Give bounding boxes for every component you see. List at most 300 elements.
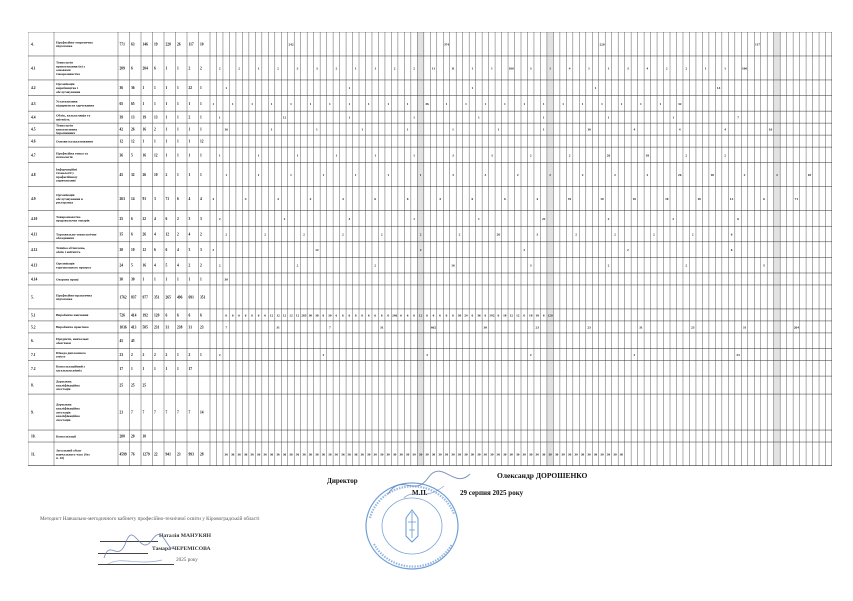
week-value: 18 [503,313,507,318]
week-value: 10 [665,197,669,202]
summary-value: 6 [131,66,133,71]
week-value: 2 [225,232,228,237]
summary-value: 993 [188,452,194,457]
summary-value: 22 [188,86,193,91]
summary-value: 4 [154,216,156,221]
week-value: 2 [283,216,286,221]
week-value: 1 [329,101,331,106]
director-label: Директор [327,477,358,485]
summary-value: 1 [188,277,191,282]
week-value: 6 [445,313,448,318]
table-row [28,135,832,143]
week-value: 18 [529,313,533,318]
week-value: 6 [251,313,253,318]
week-value: 1 [270,127,273,132]
summary-value: 1 [165,127,168,132]
summary-value: 1 [165,66,168,71]
week-value: 2 [724,153,726,158]
week-value: 30 [503,452,507,457]
week-value: 30 [431,452,436,457]
director-signature [384,468,474,508]
summary-value: 941 [165,452,171,457]
summary-value: 10 [154,173,158,178]
week-value: 30 [561,452,565,457]
week-value: 2 [380,232,383,237]
week-value: 6 [542,313,545,318]
row-code: 11. [31,452,36,457]
summary-value: 36 [119,153,124,158]
summary-value: 1 [188,127,191,132]
summary-value: 691 [188,295,194,300]
row-name: технології у [56,171,74,176]
week-value: 1 [659,101,662,106]
summary-value: 238 [177,325,183,330]
week-value: 3 [536,232,539,237]
approval-date: 29 серпня 2025 року [460,489,524,497]
summary-value: 26 [131,127,135,132]
summary-value: 1 [165,86,168,91]
week-value: 12 [729,197,734,202]
summary-value: 1 [200,153,202,158]
summary-value: 1 [200,353,202,358]
week-value: 2 [393,66,396,71]
row-code: 5.1 [31,313,36,318]
week-value: 6 [730,248,733,253]
week-value: 100 [741,66,748,71]
row-name: спрямуванні [56,178,76,183]
summary-value: 1 [200,86,202,91]
row-name: обов'язки [56,340,71,345]
week-value: 26 [678,173,682,178]
row-code: 4.14 [31,277,38,282]
week-value: 36 [321,452,326,457]
summary-value: 12 [119,139,124,144]
summary-value: 1 [165,139,168,144]
row-name: Організація [56,193,75,198]
row-name: борошняних [56,131,76,136]
week-value: 6 [387,313,390,318]
summary-value: 12 [154,153,158,158]
row-name: навчального часу (без [56,452,90,457]
week-value: 10 [587,127,591,132]
table-row [28,349,832,359]
summary-value: 2 [200,263,202,268]
week-value: 6 [406,197,409,202]
week-value: 36 [315,452,319,457]
week-value: 2 [665,66,668,71]
row-name: професійному [56,174,78,179]
week-value: 30 [483,325,488,330]
table-row [28,163,832,183]
row-name: Консультаційний з [56,364,85,369]
summary-value: 1 [188,153,191,158]
summary-value: 192 [142,313,148,318]
summary-value: 28 [200,452,204,457]
week-value: 1 [478,216,480,221]
row-code: 7.1 [31,353,36,358]
summary-value: 231 [154,325,160,330]
week-value: 30 [451,452,455,457]
week-value: 1 [257,173,260,178]
table-row [28,360,832,372]
week-value: 30 [587,452,591,457]
week-value: 36 [295,452,300,457]
week-value: 26 [496,232,501,237]
week-value: 3 [627,66,629,71]
summary-value: 6 [188,313,191,318]
summary-value: 2 [154,127,156,132]
week-value: 1 [484,101,487,106]
row-name: Державна [56,379,72,384]
table-row [28,211,832,223]
summary-value: 117 [188,42,194,47]
table-row [28,123,832,135]
table-row [28,96,832,108]
week-value: 30 [457,313,462,318]
summary-value: 1 [165,115,168,120]
row-name: психологія [56,155,73,160]
week-value: 1 [413,216,415,221]
summary-value: 2 [200,232,202,237]
summary-value: 4 [188,232,191,237]
row-name: Охорона праці [56,277,79,282]
week-value: 1 [724,66,726,71]
week-value: 30 [529,452,533,457]
summary-value: 16 [142,127,147,132]
summary-value: 23 [177,452,181,457]
week-value: 6 [341,313,344,318]
summary-value: 5 [131,153,133,158]
summary-value: 1 [200,173,202,178]
summary-value: 2 [188,353,191,358]
week-value: 12 [516,313,520,318]
summary-value: 71 [165,197,170,202]
week-value: 1 [354,66,357,71]
week-value: 2 [776,173,778,178]
week-value: 30 [418,452,423,457]
row-name: продовольчих товарів [56,218,90,223]
week-value: 1 [374,153,377,158]
row-name: підготовка [56,44,73,49]
week-value: 1 [562,101,564,106]
week-value: 12 [282,313,287,318]
week-value: 12 [289,313,293,318]
row-code: 4.4 [31,115,36,120]
summary-value: 1 [188,101,191,106]
week-value: 32 [678,101,682,106]
week-value: 30 [405,452,410,457]
week-value: 2 [264,232,266,237]
week-value: 23 [587,325,591,330]
row-name: загальноосвітніх [56,368,82,373]
week-value: 2 [685,263,688,268]
summary-value: 1 [154,139,156,144]
summary-value: 65 [119,101,124,106]
week-value: 18 [645,153,650,158]
row-name: Виробниче навчання [56,313,89,318]
week-value: 23 [691,325,695,330]
week-value: 30 [606,452,611,457]
week-value: 36 [263,452,267,457]
summary-value: 17 [188,366,193,371]
row-name: кваліфікаційна [56,383,80,388]
row-name: Інформаційні [56,167,77,172]
summary-value: 200 [119,434,125,439]
week-value: 3 [490,153,493,158]
summary-value: 3 [188,216,191,221]
table-row [28,285,832,301]
week-value: 6 [244,313,247,318]
week-value: 1 [251,101,253,106]
row-code: 8. [31,383,34,388]
week-value: 2 [322,353,325,358]
methodist-name-1: Наталія МАНУКЯН [159,533,212,539]
week-value: 2 [523,248,526,253]
summary-value: 45 [131,339,135,344]
summary-value: 4 [200,197,202,202]
week-value: 4 [536,197,539,202]
summary-value: 1 [177,86,179,91]
week-value: 30 [477,452,481,457]
week-value: 30 [399,452,403,457]
summary-value: 1 [142,366,145,371]
week-value: 1 [309,101,312,106]
week-value: 3 [316,66,318,71]
summary-value: 1 [177,127,179,132]
summary-value: 6 [165,248,168,253]
row-name: Технологія [56,60,73,65]
week-value: 1 [419,173,422,178]
week-value: 6 [380,313,383,318]
summary-value: 39 [119,115,124,120]
week-value: 30 [224,277,228,282]
week-value: 2 [335,66,338,71]
summary-value: 209 [119,66,125,71]
week-value: 2 [374,263,377,268]
table-row [28,56,832,76]
week-value: 2 [614,232,616,237]
summary-value: 1 [142,101,145,106]
week-value: 36 [360,452,364,457]
week-value: 3 [212,248,215,253]
row-code: 4.12 [31,248,38,253]
week-value: 18 [535,313,539,318]
summary-value: 4 [177,263,179,268]
week-value: 6 [432,313,435,318]
summary-value: 6 [131,216,133,221]
summary-value: 351 [154,295,160,300]
row-name: звітність [56,117,70,122]
row-name: обладнання [56,236,75,241]
week-value: 1 [361,127,364,132]
week-value: 2 [529,153,532,158]
summary-value: 1 [177,66,179,71]
summary-value: 23 [119,353,124,358]
summary-value: 2 [200,66,202,71]
summary-value: 32 [131,173,135,178]
table-row [28,226,832,240]
week-value: 6 [413,313,415,318]
week-value: 36 [237,452,241,457]
summary-value: 2 [188,263,191,268]
week-value: 6 [361,313,364,318]
week-value: 1 [588,66,590,71]
week-value: 2 [218,216,221,221]
week-value: 1 [374,66,377,71]
summary-value: 2 [188,66,191,71]
week-value: 18 [807,173,812,178]
table-row [28,321,832,329]
week-value: 10 [632,197,637,202]
week-value: 30 [574,452,578,457]
week-value: 2 [672,216,675,221]
week-value: 2 [607,216,610,221]
week-value: 24 [464,313,468,318]
week-value: 6 [439,313,441,318]
week-value: 1 [607,66,610,71]
summary-value: 26 [142,173,147,178]
week-value: 242 [288,42,294,47]
week-value: 91 [567,197,572,202]
row-name: атестація [56,417,71,422]
row-name: підготовка [56,297,73,302]
summary-value: 2 [188,115,191,120]
methodist-name-2: Тамара ЧЕРЕМІСОВА [152,546,211,552]
week-value: 30 [425,452,429,457]
summary-value: 26 [142,232,147,237]
summary-value: 1 [154,86,156,91]
summary-value: 2 [177,232,179,237]
summary-value: 2 [131,353,133,358]
week-value: 1 [503,101,506,106]
summary-value: 5 [165,263,168,268]
week-value: 36 [289,452,293,457]
week-value: 3 [529,263,532,268]
row-name: Професійно-теоретична [56,40,93,45]
row-code: 5. [31,295,34,300]
summary-value: 19 [142,115,147,120]
summary-value: 22 [142,216,147,221]
week-value: 1 [387,173,390,178]
row-code: 5.2 [31,325,36,330]
table-row [28,273,832,281]
summary-value: 1279 [142,452,150,457]
summary-value: 45 [119,339,124,344]
week-value: 2 [529,353,532,358]
week-value: 30 [509,452,513,457]
row-name: Організація [56,261,75,266]
row-code: 4.3 [31,101,36,106]
week-value: 1 [231,101,234,106]
summary-value: 1 [200,277,202,282]
summary-value: 585 [142,325,148,330]
week-value: 2 [341,232,344,237]
week-value: 2 [516,173,519,178]
week-value: 1 [212,101,215,106]
summary-value: 14 [131,197,135,202]
week-value: 36 [308,452,313,457]
table-row [28,442,832,460]
week-value: 1 [225,173,228,178]
week-value: 30 [535,452,539,457]
seal-label: М.П. [412,489,428,497]
week-value: 30 [496,452,501,457]
row-name: Технологія [56,123,73,128]
week-value: 6 [426,313,428,318]
week-value: 1 [465,101,467,106]
row-name: п. 10) [56,456,65,461]
summary-value: 65 [131,101,135,106]
week-value: 2 [607,263,610,268]
summary-value: 31 [165,325,170,330]
row-code: 9. [31,410,34,415]
row-name: Професійно-практична [56,293,92,298]
row-name: Облік, калькуляція та [56,113,91,118]
week-value: 6 [335,313,338,318]
week-value: 3 [452,153,454,158]
summary-value: 2 [165,353,168,358]
week-value: 36 [243,452,248,457]
summary-value: 496 [177,295,183,300]
week-value: 1 [218,115,221,120]
summary-value: 63 [131,42,135,47]
week-value: 1 [348,86,351,91]
week-value: 30 [619,452,624,457]
week-value: 1 [406,101,409,106]
row-name: Загальний обсяг [56,448,82,453]
week-value: 16 [451,263,455,268]
row-code: 6. [31,339,34,344]
week-value: 246 [392,313,398,318]
week-value: 30 [373,452,377,457]
week-value: 6 [374,197,377,202]
row-code: 4.11 [31,232,38,237]
summary-value: 23 [200,325,204,330]
week-value: 4 [646,66,649,71]
week-value: 2 [277,66,279,71]
week-value: 6 [354,313,357,318]
row-code: 4.6 [31,139,36,144]
summary-value: 1 [165,366,168,371]
week-value: 2 [685,66,688,71]
summary-value: 263 [119,197,125,202]
week-value: 1 [452,127,454,132]
week-value: 11 [431,66,436,71]
table-row [28,242,832,254]
week-value: 1 [322,173,325,178]
week-value: 2 [646,173,649,178]
row-code: 7.2 [31,366,36,371]
row-name: Торговельно-технологічне [56,232,97,237]
week-value: 30 [522,452,526,457]
summary-value: 76 [131,452,135,457]
summary-value: 1 [177,139,179,144]
week-value: 30 [600,452,604,457]
week-value: 36 [224,452,228,457]
week-value: 6 [484,313,487,318]
week-value: 30 [315,313,319,318]
week-value: 1 [257,66,260,71]
table-row [28,187,832,205]
summary-value: 1 [177,153,179,158]
week-value: 18 [710,173,714,178]
week-value: 1 [672,115,675,120]
table-row [28,309,832,317]
week-value: 71 [794,197,799,202]
week-value: 1 [471,86,474,91]
summary-value: 120 [154,313,160,318]
week-value: 30 [483,452,488,457]
